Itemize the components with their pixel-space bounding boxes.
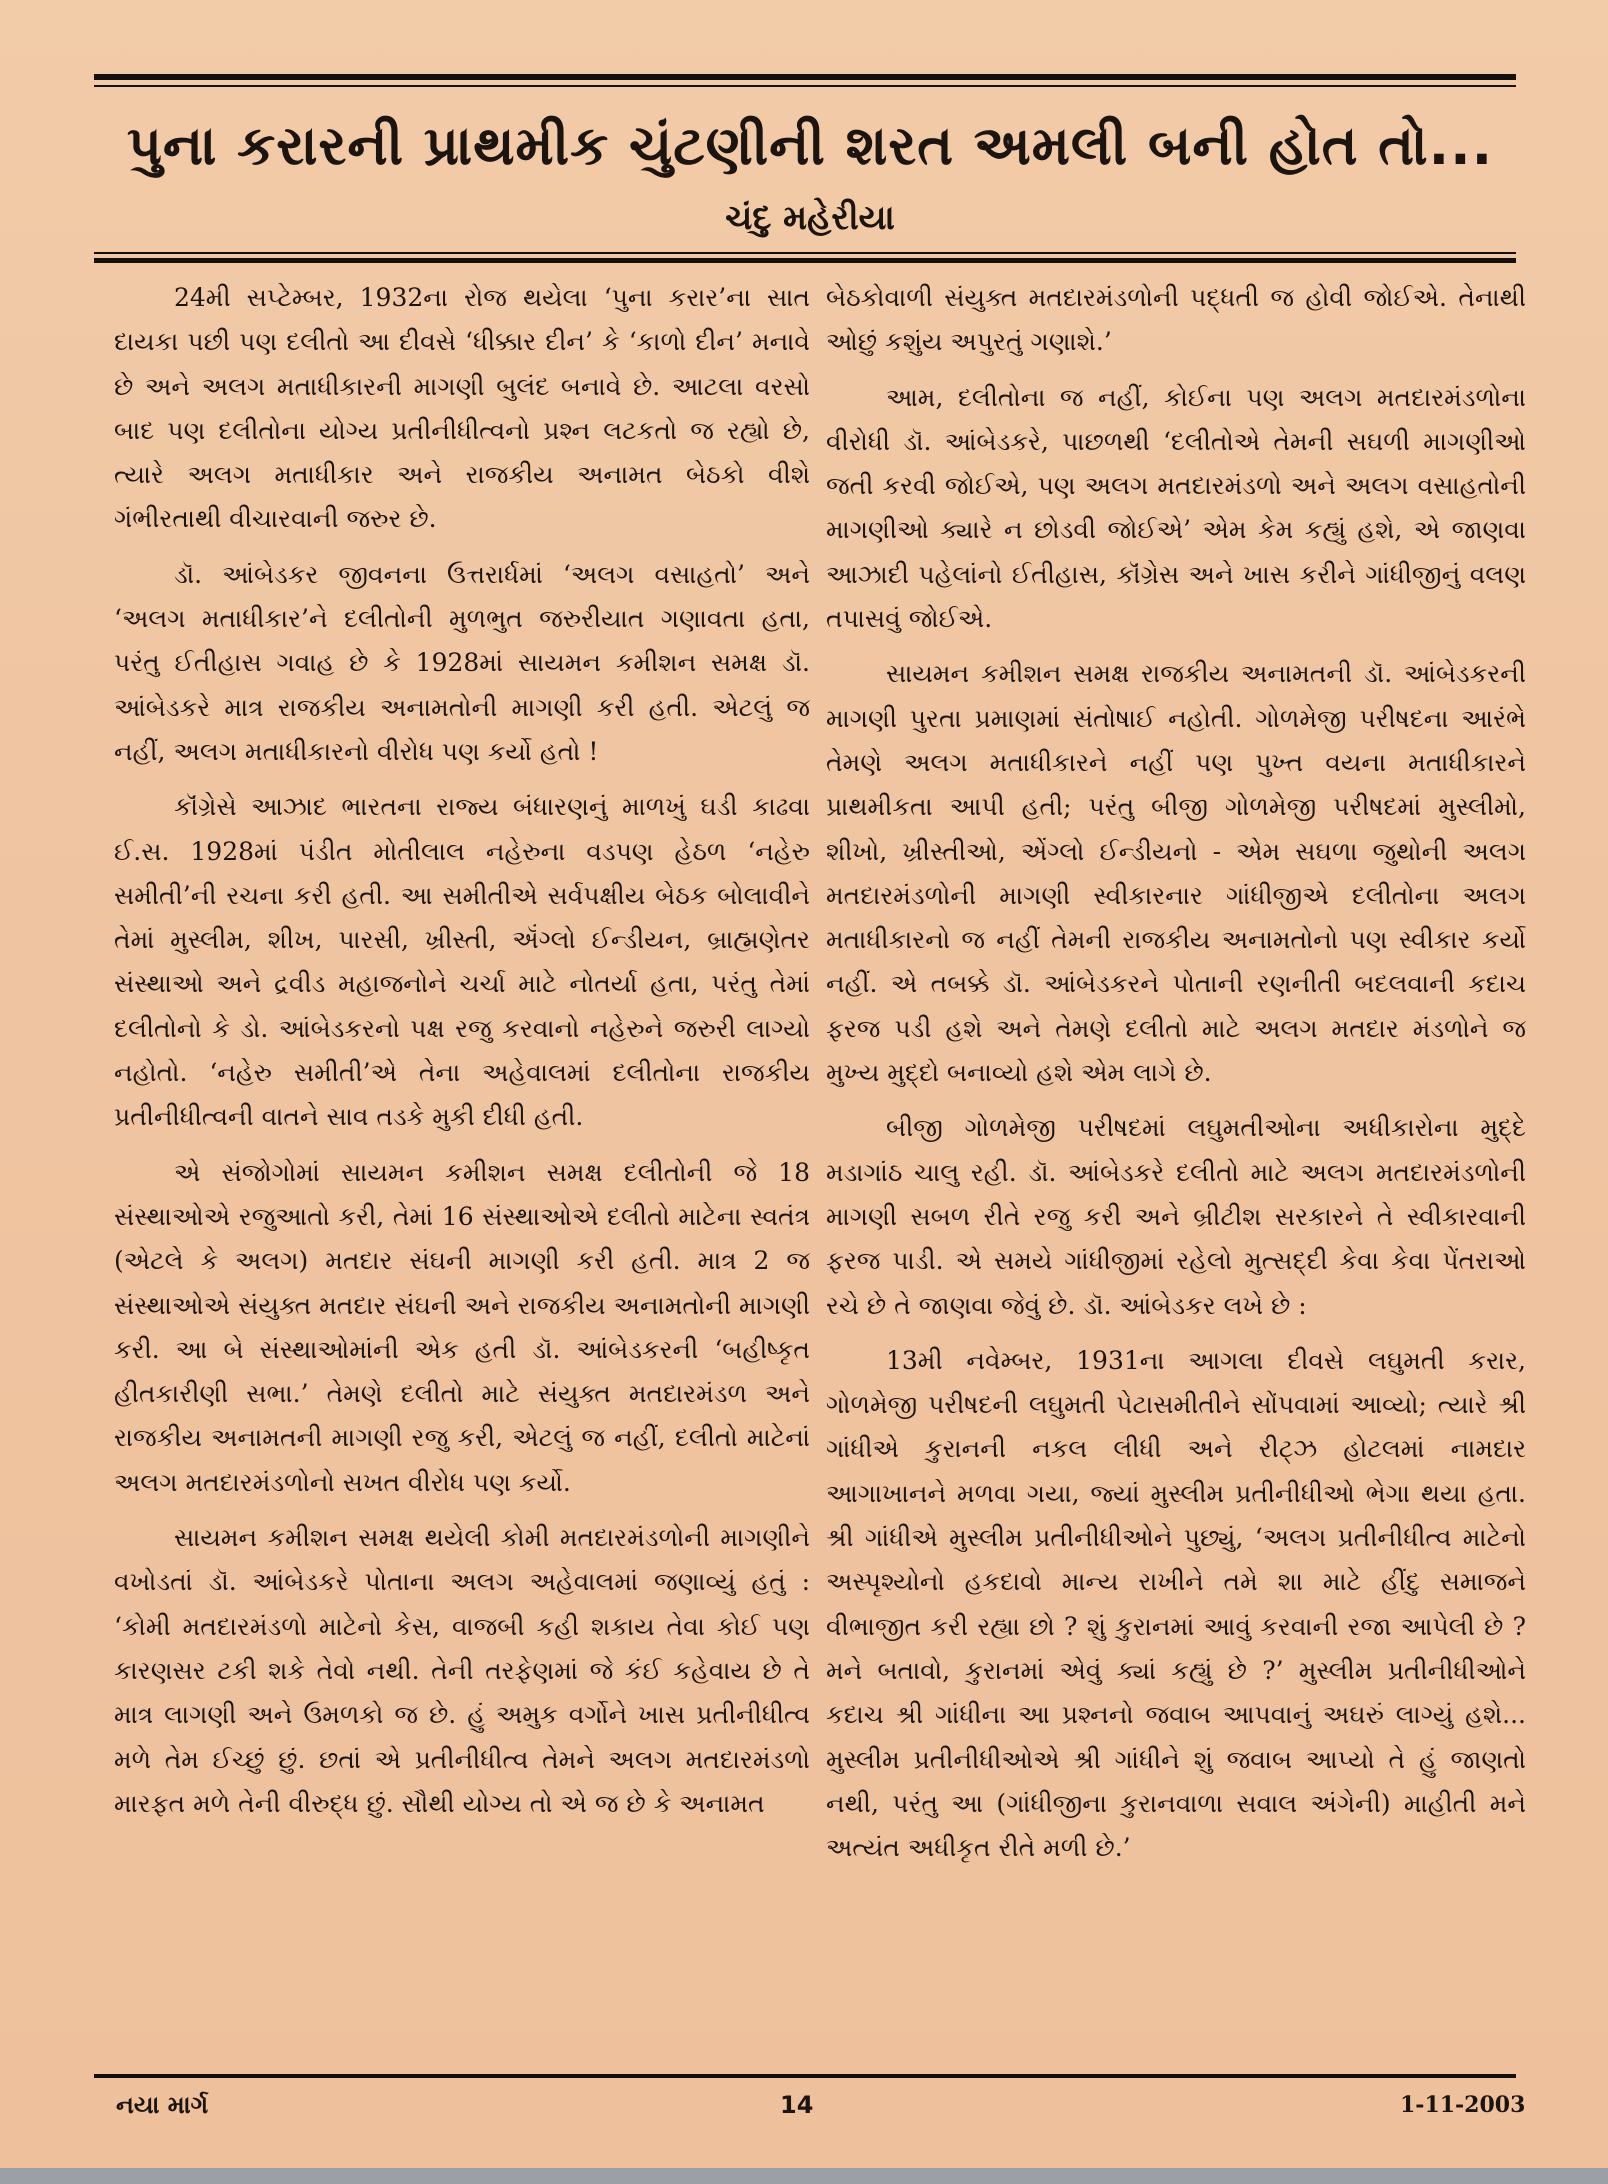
- footer-rule: [94, 2074, 1516, 2078]
- paragraph: એ સંજોગોમાં સાયમન કમીશન સમક્ષ દલીતોની જે 18 સંસ્થાઓએ રજુઆતો કરી, તેમાં 16 સંસ્થાઓએ દલીતો માટેના સ્વતંત્ર (એટલે કે અલગ) મતદાર સંઘની માગણી કરી હતી. માત્ર 2 જ સંસ્થાઓએ સંયુક્ત મતદાર સંઘની અને રાજકીય અનામતોની માગણી કરી. આ બે સંસ્થાઓમાંની એક હતી ડૉ. આંબેડકરની ‘બહીષ્કૃત હીતકારીણી સભા.’ તેમણે દલીતો માટે સંયુક્ત મતદારમંડળ અને રાજકીય અનામતની માગણી રજુ કરી, એટલું જ નહીં, દલીતો માટેનાં અલગ મતદારમંડળોનો સખત વીરોધ પણ કર્યો.: [114, 1157, 810, 1497]
- top-rule-thick: [94, 74, 1516, 80]
- top-rule-thin: [94, 85, 1516, 87]
- magazine-name: નયા માર્ગ: [116, 2091, 209, 2119]
- article-title: પુના કરારની પ્રાથમીક ચુંટણીની શરત અમલી બની હોત તો...: [126, 114, 1494, 177]
- paragraph: કૉંગ્રેસે આઝાદ ભારતના રાજ્ય બંધારણનું માળખું ઘડી કાઢવા ઈ.સ. 1928માં પંડીત મોતીલાલ નહેરુના વડપણ હેઠળ ‘નહેરુ સમીતી’ની રચના કરી હતી. આ સમીતીએ સર્વપક્ષીય બેઠક બોલાવીને તેમાં મુસ્લીમ, શીખ, પારસી, ખ્રીસ્તી, ઍંગ્લો ઈન્ડીયન, બ્રાહ્મણેતર સંસ્થાઓ અને દ્રવીડ મહાજનોને ચર્ચા માટે નોતર્યા હતા, પરંતુ તેમાં દલીતોનો કે ડો. આંબેડકરનો પક્ષ રજુ કરવાનો નહેરુને જરુરી લાગ્યો નહોતો. ‘નહેરુ સમીતી’એ તેના અહેવાલમાં દલીતોના રાજકીય પ્રતીનીધીત્વની વાતને સાવ તડકે મુકી દીધી હતી.: [114, 792, 810, 1132]
- left-column: [114, 276, 810, 2052]
- page-number: 14: [780, 2091, 814, 2119]
- paragraph: બીજી ગોળમેજી પરીષદમાં લઘુમતીઓના અધીકારોના મુદ્દે મડાગાંઠ ચાલુ રહી. ડૉ. આંબેડકરે દલીતો માટે અલગ મતદારમંડળોની માગણી સબળ રીતે રજુ કરી અને બ્રીટીશ સરકારને તે સ્વીકારવાની ફરજ પાડી. એ સમયે ગાંધીજીમાં રહેલો મુત્સદ્દી કેવા કેવા પેંતરાઓ રચે છે તે જાણવા જેવું છે. ડૉ. આંબેડકર લખે છે :: [826, 1113, 1526, 1320]
- header-rule-thick: [94, 258, 1516, 263]
- article-author: ચંદુ મહેરીયા: [725, 198, 895, 238]
- paragraph: 24મી સપ્ટેમ્બર, 1932ના રોજ થયેલા ‘પુના કરાર’ના સાત દાયકા પછી પણ દલીતો આ દીવસે ‘ધીક્કાર દીન’ કે ‘કાળો દીન’ મનાવે છે અને અલગ મતાધીકારની માગણી બુલંદ બનાવે છે. આટલા વરસો બાદ પણ દલીતોના યોગ્ય પ્રતીનીધીત્વનો પ્રશ્ન લટકતો જ રહ્યો છે, ત્યારે અલગ મતાધીકાર અને રાજકીય અનામત બેઠકો વીશે ગંભીરતાથી વીચારવાની જરુર છે.: [114, 283, 810, 534]
- paragraph-continued: બેઠકોવાળી સંયુક્ત મતદારમંડળોની પદ્ધતી જ હોવી જોઈએ. તેનાથી ઓછું કશુંય અપુરતું ગણાશે.’: [826, 283, 1526, 357]
- paragraph: ડૉ. આંબેડકર જીવનના ઉત્તરાર્ધમાં ‘અલગ વસાહતો’ અને ‘અલગ મતાધીકાર’ને દલીતોની મુળભુત જરુરીયાત ગણાવતા હતા, પરંતુ ઈતીહાસ ગવાહ છે કે 1928માં સાયમન કમીશન સમક્ષ ડૉ. આંબેડકરે માત્ર રાજકીય અનામતોની માગણી કરી હતી. એટલું જ નહીં, અલગ મતાધીકારનો વીરોધ પણ કર્યો હતો !: [114, 559, 810, 766]
- right-column: [826, 276, 1526, 2052]
- scan-edge: [0, 2168, 1608, 2184]
- paragraph: 13મી નવેમ્બર, 1931ના આગલા દીવસે લઘુમતી કરાર, ગોળમેજી પરીષદની લઘુમતી પેટાસમીતીને સોંપવામાં આવ્યો; ત્યારે શ્રી ગાંધીએ કુરાનની નકલ લીધી અને રીટ્ઝ હોટલમાં નામદાર આગાખાનને મળવા ગયા, જ્યાં મુસ્લીમ પ્રતીનીધીઓ ભેગા થયા હતા. શ્રી ગાંધીએ મુસ્લીમ પ્રતીનીધીઓને પુછ્યું, ‘અલગ પ્રતીનીધીત્વ માટેનો અસ્પૃશ્યોનો હકદાવો માન્ય રાખીને તમે શા માટે હીંદુ સમાજને વીભાજીત કરી રહ્યા છો ? શું કુરાનમાં આવું કરવાની રજા આપેલી છે ? મને બતાવો, કુરાનમાં એવું ક્યાં કહ્યું છે ?’ મુસ્લીમ પ્રતીનીધીઓને કદાચ શ્રી ગાંધીના આ પ્રશ્નનો જવાબ આપવાનું અઘરું લાગ્યું હશે... મુસ્લીમ પ્રતીનીધીઓએ શ્રી ગાંધીને શું જવાબ આપ્યો તે હું જાણતો નથી, પરંતુ આ (ગાંધીજીના કુરાનવાળા સવાલ અંગેની) માહીતી મને અત્યંત અધીકૃત રીતે મળી છે.’: [826, 1345, 1526, 1863]
- header-rule-thin: [94, 252, 1516, 254]
- paragraph: સાયમન કમીશન સમક્ષ રાજકીય અનામતની ડૉ. આંબેડકરની માગણી પુરતા પ્રમાણમાં સંતોષાઈ નહોતી. ગોળમેજી પરીષદના આરંભે તેમણે અલગ મતાધીકારને નહીં પણ પુખ્ત વયના મતાધીકારને પ્રાથમીકતા આપી હતી; પરંતુ બીજી ગોળમેજી પરીષદમાં મુસ્લીમો, શીખો, ખ્રીસ્તીઓ, એંગ્લો ઈન્ડીયનો - એમ સઘળા જુથોની અલગ મતદારમંડળોની માગણી સ્વીકારનાર ગાંધીજીએ દલીતોના અલગ મતાધીકારનો જ નહીં તેમની રાજકીય અનામતોનો પણ સ્વીકાર કર્યો નહીં. એ તબક્કે ડૉ. આંબેડકરને પોતાની રણનીતી બદલવાની કદાચ ફરજ પડી હશે અને તેમણે દલીતો માટે અલગ મતદાર મંડળોને જ મુખ્ય મુદ્દો બનાવ્યો હશે એમ લાગે છે.: [826, 659, 1526, 1088]
- paragraph: સાયમન કમીશન સમક્ષ થયેલી કોમી મતદારમંડળોની માગણીને વખોડતાં ડૉ. આંબેડકરે પોતાના અલગ અહેવાલમાં જણાવ્યું હતું : ‘કોમી મતદારમંડળો માટેનો કેસ, વાજબી કહી શકાય તેવા કોઈ પણ કારણસર ટકી શકે તેવો નથી. તેની તરફેણમાં જે કંઈ કહેવાય છે તે માત્ર લાગણી અને ઉમળકો જ છે. હું અમુક વર્ગોને ખાસ પ્રતીનીધીત્વ મળે તેમ ઈચ્છું છું. છતાં એ પ્રતીનીધીત્વ તેમને અલગ મતદારમંડળો મારફત મળે તેની વીરુદ્ધ છું. સૌથી યોગ્ય તો એ જ છે કે અનામત: [114, 1523, 810, 1818]
- paragraph: આમ, દલીતોના જ નહીં, કોઈના પણ અલગ મતદારમંડળોના વીરોધી ડૉ. આંબેડકરે, પાછળથી ‘દલીતોએ તેમની સઘળી માગણીઓ જતી કરવી જોઈએ, પણ અલગ મતદારમંડળો અને અલગ વસાહતોની માગણીઓ ક્યારે ન છોડવી જોઈએ’ એમ કેમ કહ્યું હશે, એ જાણવા આઝાદી પહેલાંનો ઈતીહાસ, કૉંગ્રેસ અને ખાસ કરીને ગાંધીજીનું વલણ તપાસવું જોઈએ.: [826, 382, 1526, 634]
- issue-date: 1-11-2003: [1400, 2092, 1526, 2118]
